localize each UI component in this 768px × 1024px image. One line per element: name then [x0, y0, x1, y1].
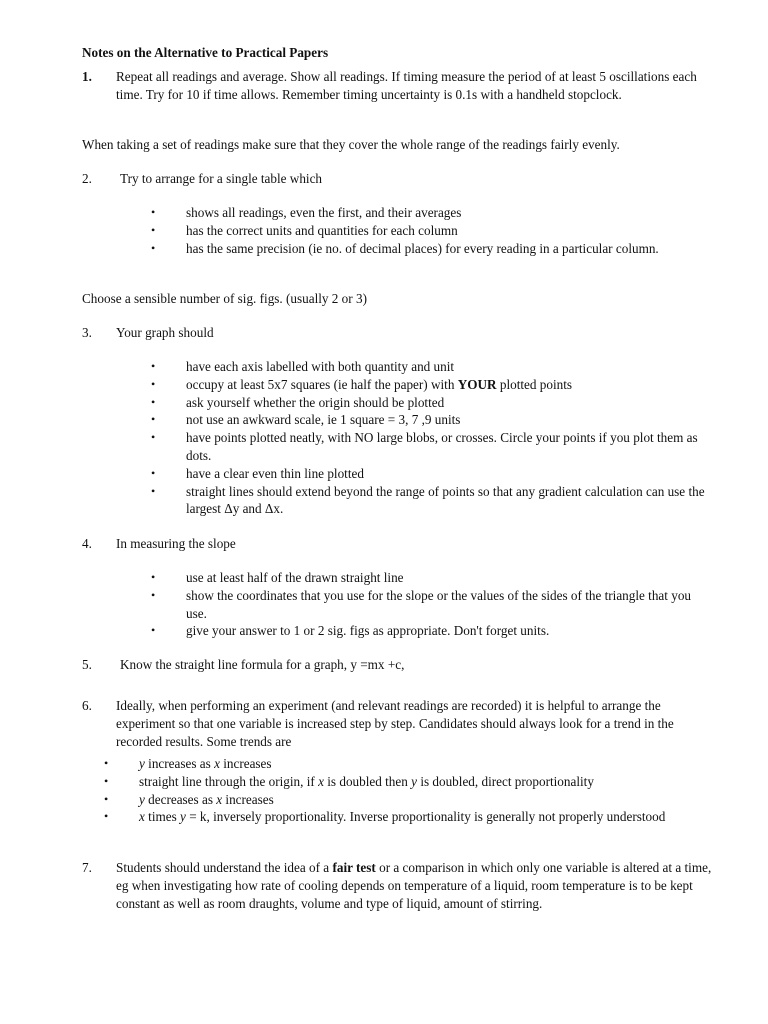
list-item: • y decreases as x increases: [104, 791, 274, 807]
item-3-text: Your graph should: [116, 325, 214, 340]
list-item: • x times y = k, inversely proportionality. Inverse proportionality is generally not properly understood: [104, 809, 666, 825]
bullet-icon: •: [151, 430, 156, 445]
bullet-icon: •: [104, 773, 109, 788]
bullet-icon: •: [151, 465, 156, 480]
list-item: • shows all readings, even the first, and their averages: [151, 205, 462, 220]
bullet-icon: •: [104, 809, 109, 824]
item-2-text: Try to arrange for a single table which: [120, 171, 323, 186]
bullet-icon: •: [151, 623, 156, 638]
item-2-bullet-list: [151, 204, 706, 257]
item-number-2: 2.: [82, 171, 92, 186]
item-1-text: Repeat all readings and average. Show all readings. If timing measure the period of at least 5 oscillations each time. Try for 10 if time allows. Remember timing uncertainty is 0.1s with a handheld stopclock.: [116, 69, 697, 102]
list-item: • have a clear even thin line plotted: [151, 465, 364, 481]
bullet-icon: •: [151, 240, 156, 255]
list-item: • show the coordinates that you use for the slope or the values of the sides of the triangle that you use.: [151, 587, 692, 621]
bullet-icon: •: [151, 205, 156, 219]
list-item: • y increases as x increases: [104, 756, 272, 771]
paragraph-sigfigs: Choose a sensible number of sig. figs. (usually 2 or 3): [82, 291, 367, 306]
item-7-text: Students should understand the idea of a fair test or a comparison in which only one variable is altered at a time, eg when investigating how rate of cooling depends on temperature of a liquid, room temperature is to be kept constant as well as room draughts, volume and type of liquid, amount of stirring.: [116, 860, 712, 911]
bullet-icon: •: [151, 222, 156, 237]
item-3-bullet-list: [151, 358, 706, 518]
item-number-5: 5.: [82, 657, 92, 672]
paragraph-range: When taking a set of readings make sure that they cover the whole range of the readings fairly evenly.: [82, 137, 620, 152]
bullet-icon: •: [104, 791, 109, 806]
item-6-text: Ideally, when performing an experiment (and relevant readings are recorded) it is helpful to arrange the experiment so that one variable is increased step by step. Candidates should always look for a trend in the recorded results. Some trends are: [116, 698, 674, 749]
item-6-trend-list: [104, 755, 719, 826]
bullet-icon: •: [151, 394, 156, 409]
list-item: • have each axis labelled with both quantity and unit: [151, 359, 455, 374]
bullet-icon: •: [151, 412, 156, 427]
list-item: • straight lines should extend beyond the range of points so that any gradient calculation can use the largest Δy and Δx.: [151, 483, 705, 517]
item-4-text: In measuring the slope: [116, 536, 236, 551]
bullet-icon: •: [151, 570, 156, 584]
list-item: • has the same precision (ie no. of decimal places) for every reading in a particular column.: [151, 240, 659, 256]
item-number-1: 1.: [82, 69, 92, 84]
fair-test-term: fair test: [332, 860, 376, 875]
list-item: • straight line through the origin, if x is doubled then y is doubled, direct proportionality: [104, 773, 594, 789]
list-item: • use at least half of the drawn straight line: [151, 570, 404, 585]
list-item: • give your answer to 1 or 2 sig. figs as appropriate. Don't forget units.: [151, 623, 550, 639]
bullet-icon: •: [151, 376, 156, 391]
item-number-4: 4.: [82, 536, 92, 551]
list-item: • ask yourself whether the origin should be plotted: [151, 394, 445, 410]
bullet-icon: •: [104, 756, 109, 770]
page-title: Notes on the Alternative to Practical Papers: [82, 45, 329, 60]
bullet-icon: •: [151, 483, 156, 498]
item-number-6: 6.: [82, 698, 92, 713]
item-number-7: 7.: [82, 860, 92, 875]
item-number-3: 3.: [82, 325, 92, 340]
list-item: • not use an awkward scale, ie 1 square = 3, 7 ,9 units: [151, 412, 461, 428]
list-item: • has the correct units and quantities for each column: [151, 222, 458, 238]
item-4-bullet-list: [151, 569, 706, 640]
list-item: • have points plotted neatly, with NO large blobs, or crosses. Circle your points if you plot them as dots.: [151, 430, 698, 463]
bullet-icon: •: [151, 587, 156, 602]
item-5-text: Know the straight line formula for a graph, y =mx +c,: [120, 657, 405, 672]
bullet-icon: •: [151, 359, 156, 373]
list-item: • occupy at least 5x7 squares (ie half the paper) with YOUR plotted points: [151, 376, 573, 392]
